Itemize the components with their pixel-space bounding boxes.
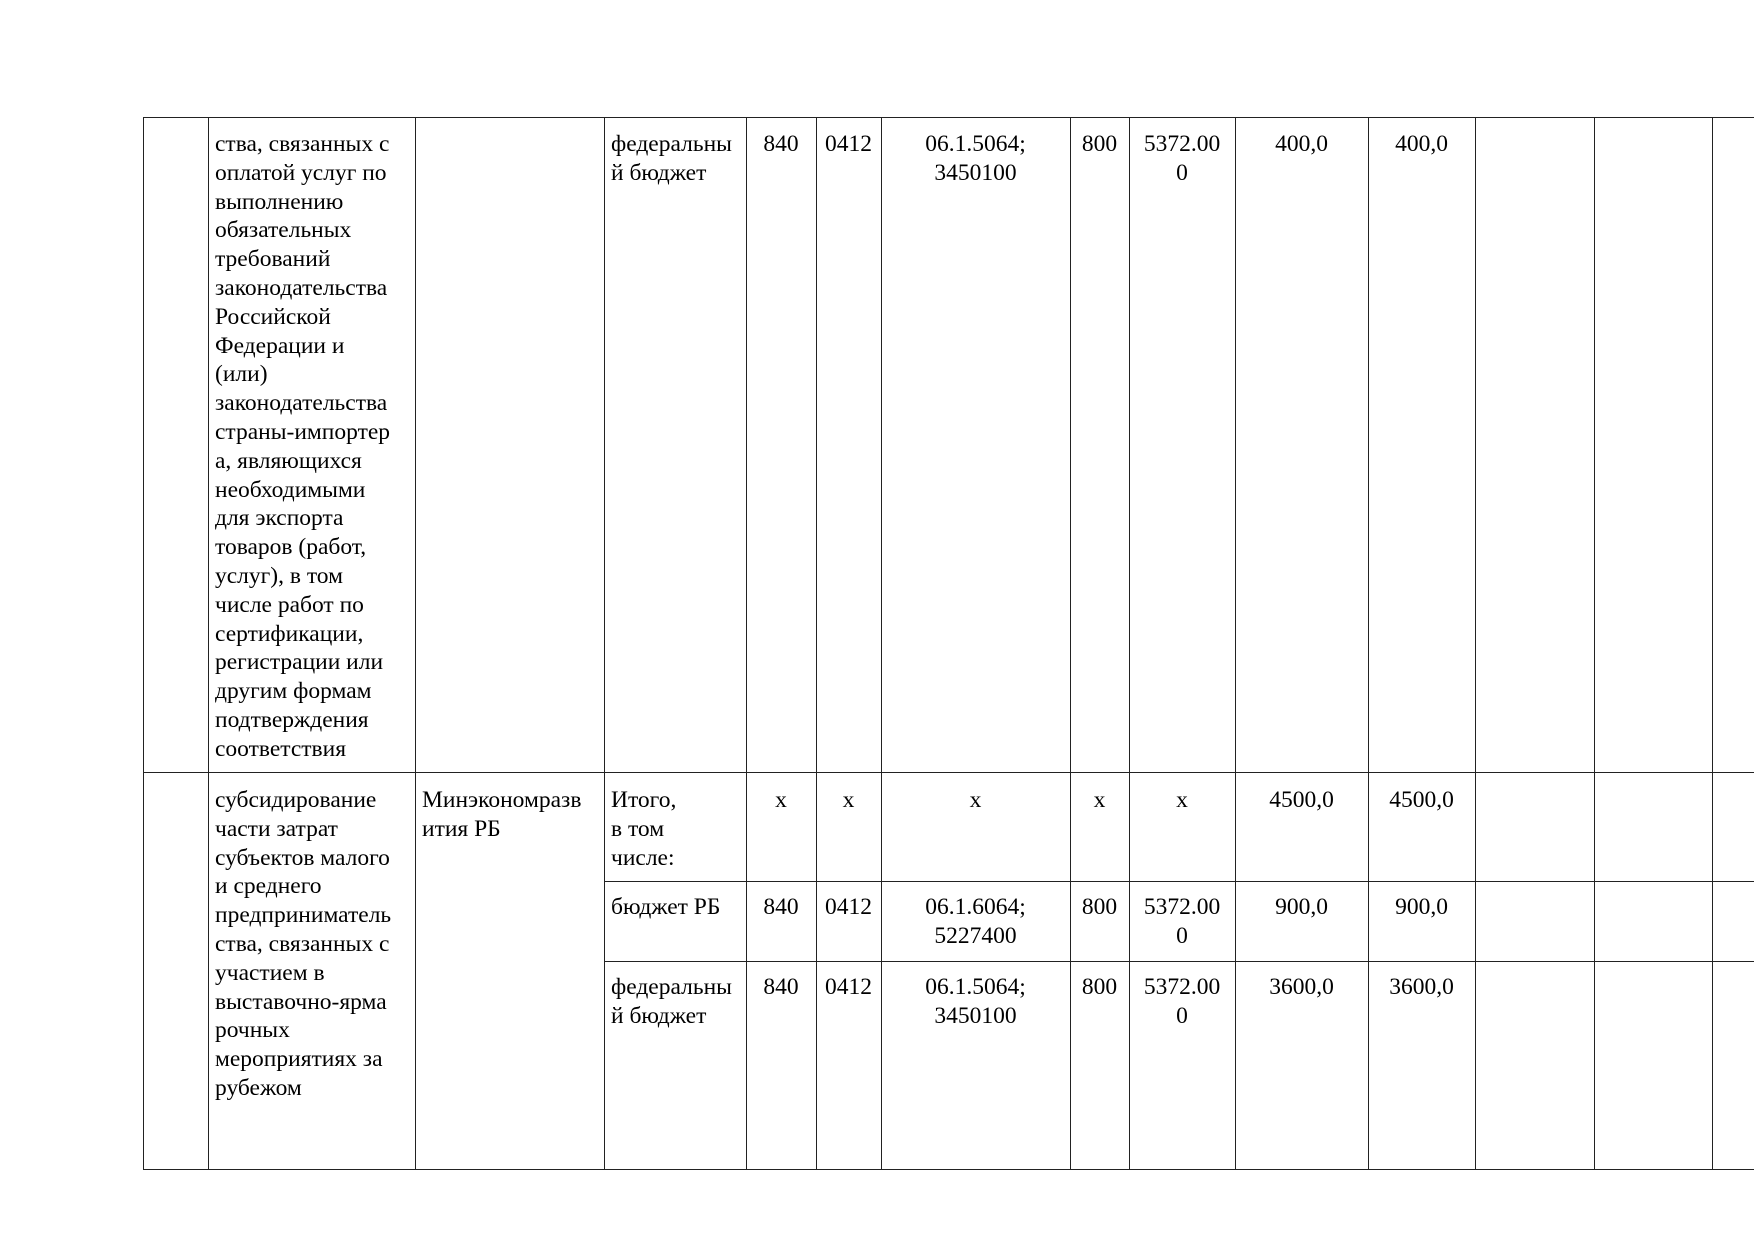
subrow-divider [604, 881, 1754, 882]
row1-grbs: 840 [763, 131, 799, 157]
row2-fed-value-2: 3600,0 [1389, 974, 1454, 1000]
row2-fed-grbs: 840 [763, 974, 799, 1000]
row1-value-2: 400,0 [1395, 131, 1448, 157]
row2-fed-rzpr: 0412 [825, 974, 872, 1000]
column-divider [1070, 117, 1071, 1169]
row2-fed-kosgu: 5372.00 0 [1143, 974, 1221, 1029]
row2-total-grbs: х [775, 787, 787, 813]
row1-value-1: 400,0 [1275, 131, 1328, 157]
row2-total-source: Итого, в том числе: [611, 787, 677, 871]
row-divider [143, 772, 1754, 773]
row1-funding-source: федеральны й бюджет [611, 131, 732, 186]
row2-executor: Минэкономразв ития РБ [422, 787, 582, 842]
column-divider [816, 117, 817, 1169]
column-divider [746, 117, 747, 1169]
row2-rb-rzpr: 0412 [825, 894, 872, 920]
row2-rb-value-1: 900,0 [1275, 894, 1328, 920]
row2-rb-kosgu: 5372.00 0 [1143, 894, 1221, 949]
row2-rb-source: бюджет РБ [611, 894, 721, 920]
row2-rb-csr: 06.1.6064; 5227400 [925, 894, 1026, 949]
column-divider [1594, 117, 1595, 1169]
row2-total-csr: х [969, 787, 982, 813]
subrow-divider [604, 961, 1754, 962]
row2-total-vr: х [1093, 787, 1106, 813]
row2-fed-source: федеральны й бюджет [611, 974, 732, 1029]
row2-fed-vr: 800 [1081, 974, 1118, 1000]
column-divider [1368, 117, 1369, 1169]
row1-csr: 06.1.5064; 3450100 [925, 131, 1026, 186]
row1-description: ства, связанных с оплатой услуг по выполнению обязательных требований законодательства Российской Федерации и (или) законодательства страны-импортер а, являющихся необходимыми для экспорта товаров (работ, услуг), в том числе работ по сертификации, регистрации или другим формам подтверждения соответствия [215, 131, 391, 762]
row2-total-kosgu: х [1176, 787, 1188, 813]
row2-total-value-2: 4500,0 [1389, 787, 1454, 813]
column-divider [1475, 117, 1476, 1169]
row2-rb-value-2: 900,0 [1395, 894, 1448, 920]
row2-fed-value-1: 3600,0 [1269, 974, 1334, 1000]
row2-rb-grbs: 840 [763, 894, 799, 920]
row2-total-rzpr: х [842, 787, 855, 813]
column-divider [208, 117, 209, 1169]
column-divider [415, 117, 416, 1169]
row1-rzpr: 0412 [825, 131, 872, 157]
table-border-top [143, 117, 1754, 118]
row2-description: субсидирование части затрат субъектов малого и среднего предприниматель ства, связанных с участием в выставочно-ярма рочных мероприятиях за рубежом [215, 787, 392, 1101]
table-border-left [143, 117, 144, 1169]
row2-fed-csr: 06.1.5064; 3450100 [925, 974, 1026, 1029]
column-divider [1712, 117, 1713, 1169]
row1-kosgu: 5372.00 0 [1143, 131, 1221, 186]
row2-total-value-1: 4500,0 [1269, 787, 1334, 813]
row2-rb-vr: 800 [1081, 894, 1118, 920]
table-border-bottom [143, 1169, 1754, 1170]
row1-vr: 800 [1081, 131, 1118, 157]
column-divider [1235, 117, 1236, 1169]
column-divider [604, 117, 605, 1169]
